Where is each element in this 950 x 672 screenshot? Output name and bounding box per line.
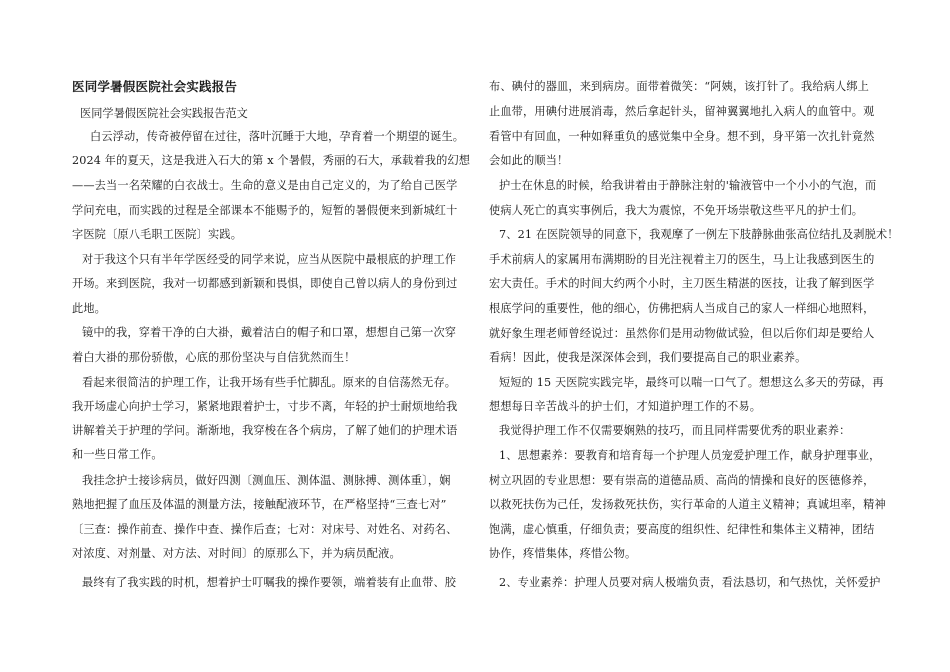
text-line: 我开场虚心向护士学习，紧紧地跟着护士，寸步不离，年轻的护士耐烦地给我: [72, 400, 458, 413]
text-line: 2024 年的夏天，这是我进入石大的第 x 个暑假，秀丽的石大，承载着我的幻想: [72, 154, 471, 167]
text-line: 宏大责任。手术的时间大约两个小时，主刀医生精湛的医技，让我了解到医学: [489, 277, 875, 290]
text-line: 使病人死亡的真实事例后，我大为震惊，不免开场崇敬这些平凡的护士们。: [489, 204, 864, 217]
text-line: 布、碘付的器皿，来到病房。面带着微笑：“阿姨，该打针了。我给病人绑上: [489, 80, 870, 93]
text-line: 讲解着关于护理的学问。渐渐地，我穿梭在各个病房，了解了她们的护理术语: [72, 424, 458, 437]
text-line: 最终有了我实践的时机，想着护士叮嘱我的操作要领，端着装有止血带、胶: [82, 576, 457, 589]
text-line: 协作，疼惜集体，疼惜公物。: [489, 547, 637, 560]
text-line: 对浓度、对剂量、对方法、对时间〕的原那么下，并为病员配液。: [72, 547, 401, 560]
text-line: 会如此的顺当！: [489, 154, 569, 167]
text-line: 字医院〔原八毛职工医院〕实践。: [72, 228, 243, 241]
text-line: 看管中有回血，一种如释重负的感觉集中全身。想不到，身平第一次扎针竟然: [489, 130, 875, 143]
text-line: 镜中的我，穿着干净的白大褂，戴着洁白的帽子和口罩，想想自己第一次穿: [82, 326, 457, 339]
text-line: 1、思想素养：要教育和培育每一个护理人员宠爱护理工作，献身护理事业，: [499, 449, 881, 462]
text-line: 我挂念护士接诊病员，做好四测〔测血压、测体温、测脉搏、测体重〕，娴: [82, 474, 451, 487]
text-line: 对于我这个只有半年学医经受的同学来说，应当从医院中最根底的护理工作: [82, 253, 457, 266]
text-line: 着白大褂的那份骄傲，心底的那份坚决与自信犹然而生！: [72, 351, 356, 364]
text-line: 我觉得护理工作不仅需要娴熟的技巧，而且同样需要优秀的职业素养：: [499, 424, 851, 437]
text-line: 此地。: [72, 302, 107, 315]
text-line: 2、专业素养：护理人员要对病人极端负责，看法恳切，和气热忱，关怀爱护: [499, 576, 881, 589]
text-line: 止血带，用碘付进展消毒，然后拿起针头，留神翼翼地扎入病人的血管中。观: [489, 105, 875, 118]
document-subtitle: 医同学暑假医院社会实践报告范文: [80, 107, 248, 120]
text-line: 根底学问的重要性，他的细心，仿佛把病人当成自己的家人一样细心地照料，: [489, 302, 875, 315]
text-line: 以救死扶伤为己任，发扬救死扶伤，实行革命的人道主义精神；真诚坦率，精神: [489, 498, 886, 511]
text-line: 〔三查：操作前查、操作中查、操作后查；七对：对床号、对姓名、对药名、: [72, 523, 458, 536]
text-line: 看起来很简洁的护理工作，让我开场有些手忙脚乱。原来的自信荡然无存。: [82, 376, 457, 389]
text-line: 想想每日辛苦战斗的护士们，才知道护理工作的不易。: [489, 400, 762, 413]
text-line: 看病！因此，使我是深深体会到，我们要提高自己的职业素养。: [489, 351, 807, 364]
text-line: 熟地把握了血压及体温的测量方法，接触配液环节，在严格坚持“三查七对”: [72, 498, 447, 511]
text-line: 开场。来到医院，我对一切都感到新颖和畏惧，即使自己曾以病人的身份到过: [72, 277, 458, 290]
text-line: 白云浮动，传奇被停留在过往，落叶沉睡于大地，孕育着一个期望的诞生。: [90, 130, 465, 143]
text-line: 短短的 15 天医院实践完毕，最终可以喘一口气了。想想这么多天的劳碌，再: [499, 376, 884, 389]
text-line: 7、21 在医院领导的同意下，我观摩了一例左下肢静脉曲张高位结扎及剥脱术！: [499, 228, 899, 241]
text-line: 手术前病人的家属用布满期盼的目光注视着主刀的医生，马上让我感到医生的: [489, 253, 875, 266]
text-line: 学问充电，而实践的过程是全部课本不能赐予的，短暂的暑假便来到新城红十: [72, 204, 458, 217]
text-line: 树立巩固的专业思想：要有崇高的道德品质、高尚的情操和良好的医德修养，: [489, 474, 875, 487]
document-title: 医同学暑假医院社会实践报告: [72, 79, 238, 94]
text-line: 护士在休息的时候，给我讲着由于静脉注射的'输液管中一个小小的气泡，而: [499, 179, 877, 192]
text-line: ——去当一名荣耀的白衣战士。生命的意义是由自己定义的，为了给自己医学: [72, 179, 458, 192]
text-line: 饱满，虚心慎重，仔细负责；要高度的组织性、纪律性和集体主义精神，团结: [489, 523, 875, 536]
text-line: 和一些日常工作。: [72, 448, 163, 461]
text-line: 就好象生理老师曾经说过：虽然你们是用动物做试验，但以后你们却是要给人: [489, 327, 875, 340]
